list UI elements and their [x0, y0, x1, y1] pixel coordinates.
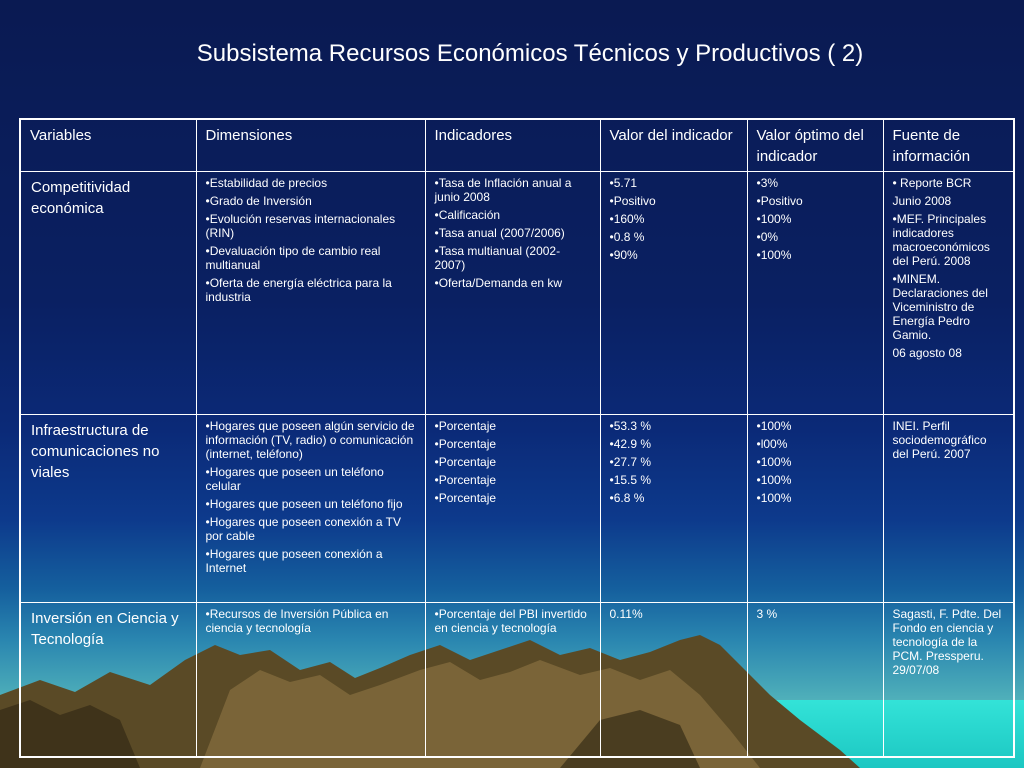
valor-cell	[600, 171, 747, 414]
list-item: •Tasa de Inflación anual a junio 2008	[434, 175, 572, 204]
list-item: •MEF. Principales indicadores macroeconómicos del Perú. 2008	[892, 211, 990, 268]
list-item: •Porcentaje	[434, 472, 497, 487]
list-item: •100%	[756, 472, 792, 487]
list-item: •Oferta de energía eléctrica para la industria	[205, 275, 392, 304]
table-row	[20, 171, 1014, 414]
list-item: •Hogares que poseen conexión a TV por cable	[205, 514, 401, 543]
list-item: •Evolución reservas internacionales (RIN)	[205, 211, 396, 240]
table-row	[20, 414, 1014, 602]
list-item: •3%	[756, 175, 779, 190]
list-item: •Calificación	[434, 207, 501, 222]
list-item: • Reporte BCR	[892, 175, 972, 190]
list-item: •Hogares que poseen un teléfono celular	[205, 464, 384, 493]
list-item: Sagasti, F. Pdte. Del Fondo en ciencia y tecnología de la PCM. Pressperu. 29/07/08	[892, 606, 1002, 677]
dimensiones-cell	[196, 171, 425, 414]
list-item: •53.3 %	[609, 418, 652, 433]
indicadores-cell	[425, 414, 600, 602]
list-item: •Grado de Inversión	[205, 193, 312, 208]
list-item: •Porcentaje	[434, 436, 497, 451]
list-item: •Positivo	[756, 193, 803, 208]
list-item: 3 %	[756, 606, 778, 621]
list-item: •90%	[609, 247, 638, 262]
header-optimo: Valor óptimo del indicador	[747, 119, 883, 171]
list-item: •100%	[756, 454, 792, 469]
list-item: •Porcentaje	[434, 418, 497, 433]
list-item: Junio 2008	[892, 193, 952, 208]
list-item: •100%	[756, 247, 792, 262]
variable-cell: Infraestructura de comunicaciones no viales	[20, 414, 196, 602]
fuente-cell	[883, 602, 1014, 757]
list-item: •MINEM. Declaraciones del Viceministro de Energía Pedro Gamio.	[892, 271, 988, 342]
indicadores-cell	[425, 602, 600, 757]
list-item: •0.8 %	[609, 229, 645, 244]
list-item: •5.71	[609, 175, 638, 190]
optimo-cell	[747, 414, 883, 602]
table-header-row	[20, 119, 1014, 171]
list-item: •160%	[609, 211, 645, 226]
valor-cell	[600, 602, 747, 757]
table-row	[20, 602, 1014, 757]
header-variables: Variables	[20, 119, 196, 171]
list-item: •42.9 %	[609, 436, 652, 451]
list-item: 06 agosto 08	[892, 345, 962, 360]
list-item: •100%	[756, 490, 792, 505]
list-item: •Porcentaje	[434, 454, 497, 469]
valor-cell	[600, 414, 747, 602]
list-item: •Porcentaje del PBI invertido en ciencia y tecnología	[434, 606, 587, 635]
list-item: •0%	[756, 229, 779, 244]
list-item: •100%	[756, 418, 792, 433]
list-item: INEI. Perfil sociodemográfico del Perú. 2007	[892, 418, 987, 461]
list-item: •100%	[756, 211, 792, 226]
indicators-table	[19, 118, 1015, 758]
list-item: •Hogares que poseen conexión a Internet	[205, 546, 383, 575]
list-item: •Recursos de Inversión Pública en ciencia y tecnología	[205, 606, 389, 635]
slide-title: Subsistema Recursos Económicos Técnicos y Productivos ( 2)	[196, 40, 864, 67]
indicadores-cell	[425, 171, 600, 414]
optimo-cell	[747, 602, 883, 757]
variable-cell: Inversión en Ciencia y Tecnología	[20, 602, 196, 757]
header-indicadores: Indicadores	[425, 119, 600, 171]
header-dimensiones: Dimensiones	[196, 119, 425, 171]
list-item: •Porcentaje	[434, 490, 497, 505]
list-item: •l00%	[756, 436, 788, 451]
list-item: •Estabilidad de precios	[205, 175, 328, 190]
header-valor: Valor del indicador	[600, 119, 747, 171]
list-item: •Tasa anual (2007/2006)	[434, 225, 565, 240]
list-item: •15.5 %	[609, 472, 652, 487]
list-item: 0.11%	[609, 606, 643, 621]
header-fuente: Fuente de información	[883, 119, 1014, 171]
fuente-cell	[883, 171, 1014, 414]
optimo-cell	[747, 171, 883, 414]
fuente-cell	[883, 414, 1014, 602]
list-item: •6.8 %	[609, 490, 645, 505]
list-item: •Tasa multianual (2002-2007)	[434, 243, 561, 272]
list-item: •Oferta/Demanda en kw	[434, 275, 563, 290]
list-item: •27.7 %	[609, 454, 652, 469]
list-item: •Devaluación tipo de cambio real multianual	[205, 243, 381, 272]
list-item: •Positivo	[609, 193, 656, 208]
list-item: •Hogares que poseen algún servicio de información (TV, radio) o comunicación (internet, teléfono)	[205, 418, 415, 461]
list-item: •Hogares que poseen un teléfono fijo	[205, 496, 403, 511]
variable-cell: Competitividad económica	[20, 171, 196, 414]
dimensiones-cell	[196, 414, 425, 602]
dimensiones-cell	[196, 602, 425, 757]
